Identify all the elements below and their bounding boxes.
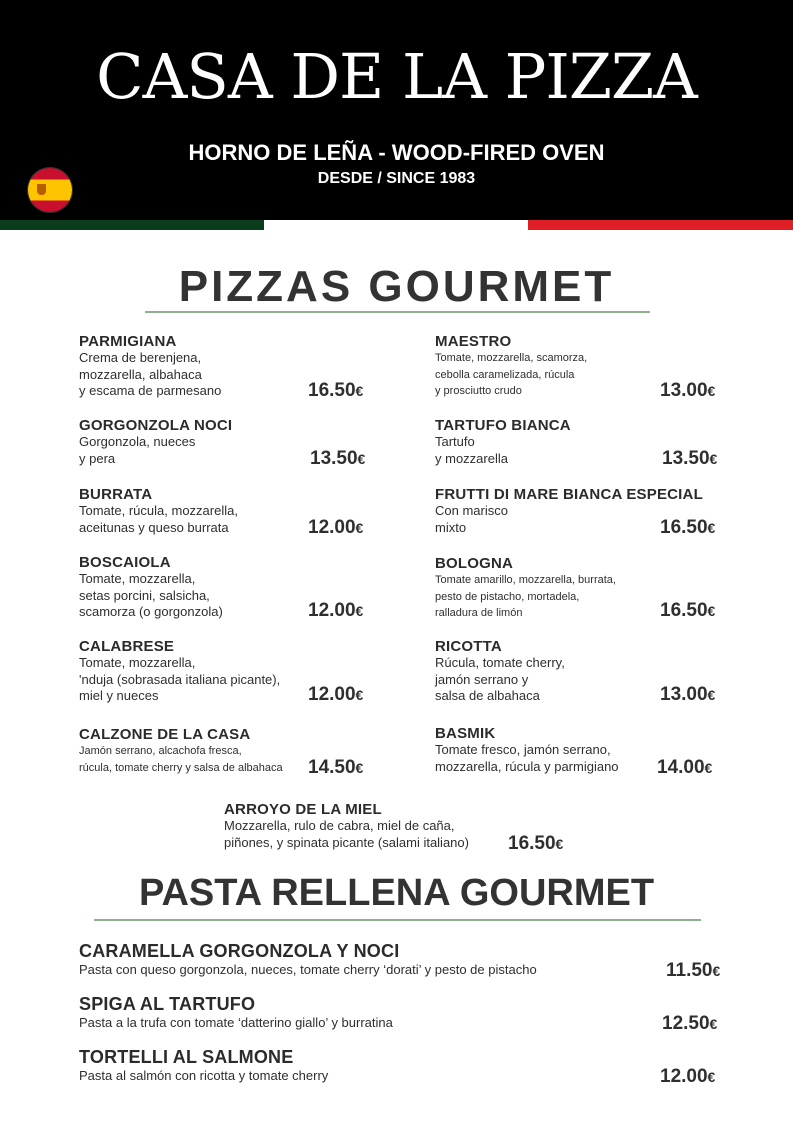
item-price [310,448,365,470]
currency-symbol: € [709,1016,718,1032]
currency-symbol: € [355,520,364,536]
pizzas-title-rule [145,311,650,313]
pasta-section-title: PASTA RELLENA GOURMET [138,872,655,914]
price-value: 12.00 [660,1066,708,1087]
item-price [662,1013,717,1035]
item-description-line: y prosciutto crudo [435,385,522,397]
spain-flag-icon[interactable] [28,168,72,212]
price-value: 12.00 [308,517,356,538]
item-name: SPIGA AL TARTUFO [79,994,256,1014]
currency-symbol: € [712,963,721,979]
currency-symbol: € [707,383,716,399]
menu-item-burrata [79,486,238,536]
item-description-line: Tomate, mozzarella, [79,571,196,586]
price-value: 16.50 [660,600,708,621]
item-name: TORTELLI AL SALMONE [79,1047,294,1067]
item-description-line: Pasta al salmón con ricotta y tomate cherry [79,1068,329,1083]
menu-item-tartufo-bianca [435,417,571,467]
menu-item-arroyo-de-la-miel [224,801,469,851]
item-price [666,960,720,982]
item-price [660,600,715,622]
item-description-line: y escama de parmesano [79,383,222,398]
menu-item-basmik [435,725,619,775]
item-name: ARROYO DE LA MIEL [224,801,382,818]
item-description-line: Tomate, mozzarella, [79,655,196,670]
item-price [308,684,363,706]
price-value: 14.00 [657,757,705,778]
item-description-line: y pera [79,450,116,466]
item-description-line: mozzarella, albahaca [79,366,202,382]
item-description-line: mozzarella, rúcula y parmigiano [435,758,619,774]
currency-symbol: € [709,451,718,467]
menu-item-boscaiola [79,554,223,621]
pizzas-section-title: PIZZAS GOURMET [178,262,615,311]
item-name: BOLOGNA [435,555,514,572]
menu-item-calzone-de-la-casa [79,726,283,776]
item-price [308,517,363,539]
item-price [662,448,717,470]
menu-item-caramella-gorgonzola-y-noci [79,941,537,979]
currency-symbol: € [355,687,364,703]
item-name: BOSCAIOLA [79,554,171,571]
price-value: 12.00 [308,600,356,621]
item-name: FRUTTI DI MARE BIANCA ESPECIAL [435,486,703,503]
menu-item-parmigiana [79,333,221,400]
item-price [660,684,715,706]
item-price [508,833,563,855]
italian-stripe-red [528,220,793,230]
price-value: 16.50 [660,517,708,538]
item-name: CALZONE DE LA CASA [79,726,251,743]
menu-item-spiga-al-tartufo [79,994,393,1032]
item-description-line: salsa de albahaca [435,688,540,703]
item-description-line: Tomate fresco, jamón serrano, [435,742,611,757]
item-description-line: Tartufo [435,434,475,449]
item-price [657,757,712,779]
item-name: CALABRESE [79,638,175,655]
currency-symbol: € [355,383,364,399]
item-name: BASMIK [435,725,496,742]
menu-item-gorgonzola-noci [79,417,232,467]
price-value: 11.50 [666,960,713,981]
item-description-line: aceitunas y queso burrata [79,519,229,535]
price-value: 12.00 [308,684,356,705]
item-name: CARAMELLA GORGONZOLA Y NOCI [79,941,400,961]
item-description-line: ralladura de limón [435,607,523,619]
menu-item-tortelli-al-salmone [79,1047,328,1085]
item-price [308,757,363,779]
item-name: PARMIGIANA [79,333,177,350]
item-description-line: Rúcula, tomate cherry, [435,655,565,670]
menu-item-maestro [435,333,587,400]
item-price [660,380,715,402]
currency-symbol: € [355,603,364,619]
currency-symbol: € [707,1069,716,1085]
currency-symbol: € [355,760,364,776]
price-value: 12.50 [662,1013,710,1034]
menu-header [0,0,793,220]
price-value: 13.00 [660,684,708,705]
item-price [660,517,715,539]
currency-symbol: € [707,520,716,536]
tagline: HORNO DE LEÑA - WOOD-FIRED OVEN [188,140,605,165]
item-description-line: Con marisco [435,503,508,518]
menu-item-bologna [435,555,616,622]
item-description-line: pesto de pistacho, mortadela, [435,590,580,603]
item-name: TARTUFO BIANCA [435,417,571,434]
item-description-line: piñones, y spinata picante (salami italiano) [224,834,469,850]
italian-stripe-green [0,220,264,230]
menu-item-ricotta [435,638,565,705]
item-description-line: Mozzarella, rulo de cabra, miel de caña, [224,818,455,833]
item-description-line: scamorza (o gorgonzola) [79,604,223,619]
item-price [660,1066,715,1088]
item-description-line: Tomate, rúcula, mozzarella, [79,503,238,518]
item-description-line: Gorgonzola, nueces [79,434,196,449]
item-description-line: jamón serrano y [435,671,529,687]
currency-symbol: € [707,603,716,619]
price-value: 16.50 [508,833,556,854]
item-description-line: cebolla caramelizada, rúcula [435,368,575,381]
item-name: RICOTTA [435,638,502,655]
item-description-line: mixto [435,519,467,535]
price-value: 16.50 [308,380,356,401]
item-name: GORGONZOLA NOCI [79,417,233,434]
currency-symbol: € [555,836,564,852]
item-description-line: Jamón serrano, alcachofa fresca, [79,745,242,757]
item-name: BURRATA [79,486,153,503]
item-description-line: 'nduja (sobrasada italiana picante), [79,671,281,687]
item-description-line: Crema de berenjena, [79,350,202,365]
item-description-line: Pasta con queso gorgonzola, nueces, tomate cherry ‘dorati’ y pesto de pistacho [79,962,537,977]
item-price [308,600,363,622]
price-value: 13.50 [662,448,710,469]
item-description-line: setas porcini, salsicha, [79,587,210,603]
currency-symbol: € [704,760,713,776]
item-description-line: Pasta a la trufa con tomate ‘datterino giallo’ y burratina [79,1015,393,1030]
item-description-line: Tomate, mozzarella, scamorza, [435,352,588,364]
pasta-title-rule [94,919,701,921]
item-price [308,380,363,402]
currency-symbol: € [707,687,716,703]
item-description-line: miel y nueces [79,688,159,703]
restaurant-name: CASA DE LA PIZZA [96,40,697,113]
since-year: DESDE / SINCE 1983 [317,170,476,187]
item-name: MAESTRO [435,333,512,350]
item-description-line: y mozzarella [435,450,508,466]
price-value: 13.00 [660,380,708,401]
currency-symbol: € [357,451,366,467]
item-description-line: Tomate amarillo, mozzarella, burrata, [435,574,616,586]
price-value: 13.50 [310,448,358,469]
price-value: 14.50 [308,757,356,778]
italian-stripe-white [264,220,528,230]
menu-item-calabrese [79,638,280,705]
item-description-line: rúcula, tomate cherry y salsa de albahaca [79,761,283,774]
